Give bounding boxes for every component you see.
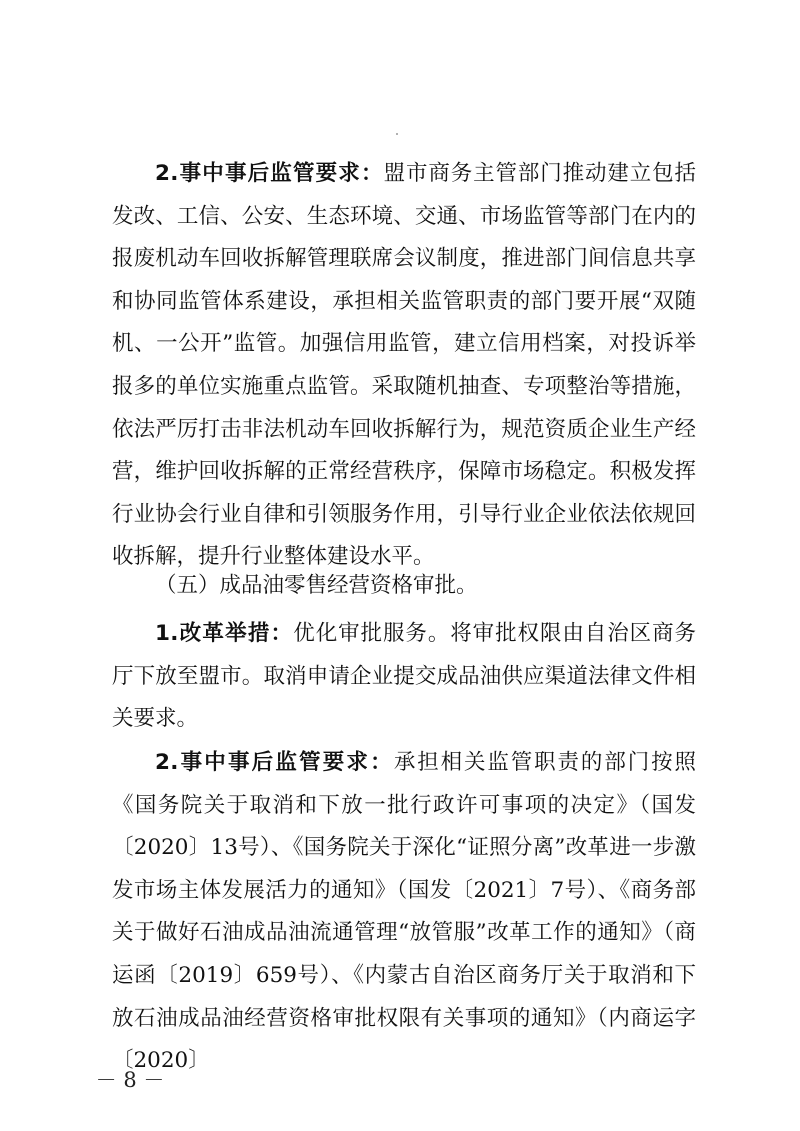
paragraph-supervision-requirements-1 [112, 153, 696, 579]
paragraph-heading: 2.事中事后监管要求： [155, 161, 384, 186]
paragraph-text [112, 613, 696, 741]
paragraph-text [112, 153, 696, 579]
paragraph-body: 盟市商务主管部门推动建立包括发改、工信、公安、生态环境、交通、市场监管等部门在内的报废机动车回收拆解管理联席会议制度，推进部门间信息共享和协同监管体系建设，承担相关监管职责的部门要开展“双随机、一公开”监管。加强信用监管，建立信用档案，对投诉举报多的单位实施重点监管。采取随机抽查、专项整治等措施，依法严厉打击非法机动车回收拆解行为，规范资质企业生产经营，维护回收拆解的正常经营秩序，保障市场稳定。积极发挥行业协会行业自律和引领服务作用，引导行业企业依法依规回收拆解，提升行业整体建设水平。 [112, 161, 696, 570]
page-number: － 8 － [95, 1068, 165, 1092]
paragraph-reform-measures [112, 613, 696, 741]
paragraph-supervision-requirements-2 [112, 742, 696, 1083]
paragraph-text [112, 742, 696, 1083]
section-title-block [112, 565, 696, 607]
paragraph-heading: 2.事中事后监管要求： [155, 750, 394, 775]
section-title: （五）成品油零售经营资格审批。 [155, 573, 478, 598]
paragraph-body: 优化审批服务。将审批权限由自治区商务厅下放至盟市。取消申请企业提交成品油供应渠道法律文件相关要求。 [112, 621, 696, 732]
paragraph-body: 承担相关监管职责的部门按照《国务院关于取消和下放一批行政许可事项的决定》（国发〔2020〕13号）、《国务院关于深化“证照分离”改革进一步激发市场主体发展活力的通知》（国发〔2021〕7号）、《商务部关于做好石油成品油流通管理“放管服”改革工作的通知》（商运函〔2019〕659号）、《内蒙古自治区商务厅关于取消和下放石油成品油经营资格审批权限有关事项的通知》（内商运字〔2020〕 [112, 750, 696, 1074]
paragraph-heading: 1.改革举措： [155, 621, 294, 646]
scan-speck [396, 133, 398, 135]
